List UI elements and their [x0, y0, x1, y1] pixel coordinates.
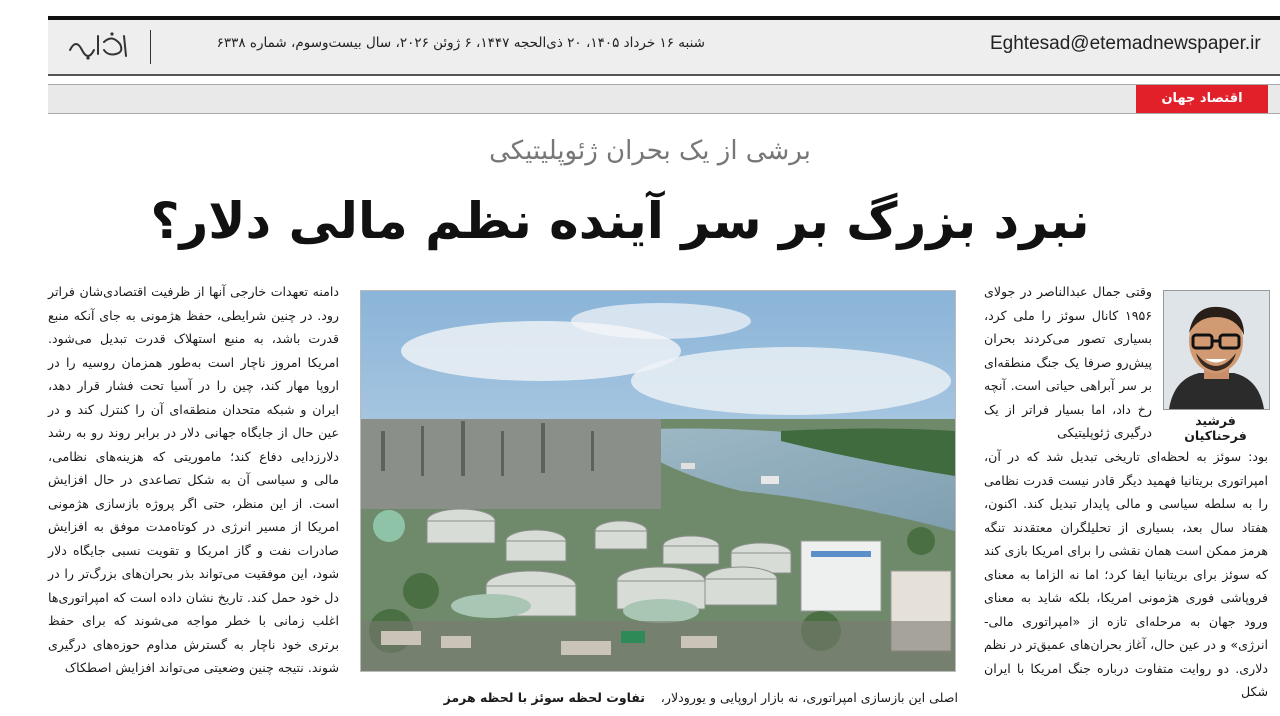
header-email[interactable]: Eghtesad@etemadnewspaper.ir [990, 33, 1261, 54]
header-rule [48, 74, 1280, 76]
article-subtitle: برشی از یک بحران ژئوپلیتیکی [489, 136, 811, 166]
section-label[interactable]: اقتصاد جهان [1136, 85, 1268, 113]
article-column-right-top: وقتی جمال عبدالناصر در جولای ۱۹۵۶ کانال سوئز را ملی کرد، بسیاری تصور می‌کردند بحران پیش‌رو صرفا یک جنگ منطقه‌ای بر سر آبراهی حیاتی است. آنچه رخ داد، اما بسیار فراتر از یک درگیری ژئوپلیتیکی [984, 284, 1152, 440]
section-subhead: تفاوت لحظه سوئز با لحظه هرمز [443, 690, 645, 705]
article-column-right-bottom: بود: سوئز به لحظه‌ای تاریخی تبدیل شد که در آن، امپراتوری بریتانیا فهمید دیگر قادر نیست قدرت نظامی را به سلطه سیاسی و مالی پایدار تبدیل کند. اکنون، هفتاد سال بعد، بسیاری از تحلیلگران معتقدند تنگه هرمز ممکن است همان نقشی را برای امریکا بازی کند که سوئز برای بریتانیا ایفا کرد؛ اما نه الزاما به معنای فروپاشی فوری هژمونی امریکا، بلکه شاید به معنای ورود جهان به مرحله‌ای تازه از «امپراتوری مالی-انرژی» و در عین حال، آغاز بحران‌های عمیق‌تر در نظم دلاری. دو روایت متفاوت درباره جنگ امریکا با ایران شکل [984, 449, 1268, 699]
author-name: فرشید فرحناکیان [1184, 413, 1247, 443]
section-bar [48, 84, 1280, 114]
article-column-left: دامنه تعهدات خارجی آنها از ظرفیت اقتصادی‌شان فراتر رود. در چنین شرایطی، حفظ هژمونی به جای آنکه منبع قدرت باشد، به منبع استهلاک قدرت تبدیل می‌شود. امریکا امروز ناچار است به‌طور همزمان روسیه را در اروپا مهار کند، چین را در آسیا تحت فشار قرار دهد، ایران و شبکه متحدان منطقه‌ای آن را کنترل کند و در عین حال از جایگاه جهانی دلار در برابر روند رو به رشد دلارزدایی دفاع کند؛ ماموریتی که هزینه‌های نظامی، مالی و سیاسی آن به شکل تصاعدی در حال افزایش است. از این منظر، حتی اگر پروژه بازسازی هژمونی امریکا از مسیر انرژی در کوتاه‌مدت موفق به افزایش صادرات نفت و گاز امریکا و تقویت نسبی جایگاه دلار شود، این موفقیت می‌تواند بذر بحران‌های بزرگ‌تر را در دل خود حمل کند. تاریخ نشان داده است که امپراتوری‌ها اغلب زمانی با خطر مواجه می‌شوند که برای حفظ برتری خود ناچار به گسترش مداوم حوزه‌های درگیری شوند. نتیجه چنین وضعیتی می‌تواند افزایش اصطکاک [48, 284, 339, 675]
article-title: نبرد بزرگ بر سر آینده نظم مالی دلار؟ [150, 192, 1090, 250]
article-middle-bottom-line: اصلی این بازسازی امپراتوری، نه بازار اروپایی و یورودلار، [660, 690, 958, 705]
newspaper-logo [64, 28, 134, 64]
author-photo [1163, 290, 1270, 410]
header-dateline: شنبه ۱۶ خرداد ۱۴۰۵، ۲۰ ذی‌الحجه ۱۴۴۷، ۶ ژوئن ۲۰۲۶، سال بیست‌و‌سوم، شماره ۶۳۳۸ [216, 35, 705, 51]
article-photo [360, 290, 956, 672]
header-divider [150, 30, 151, 64]
